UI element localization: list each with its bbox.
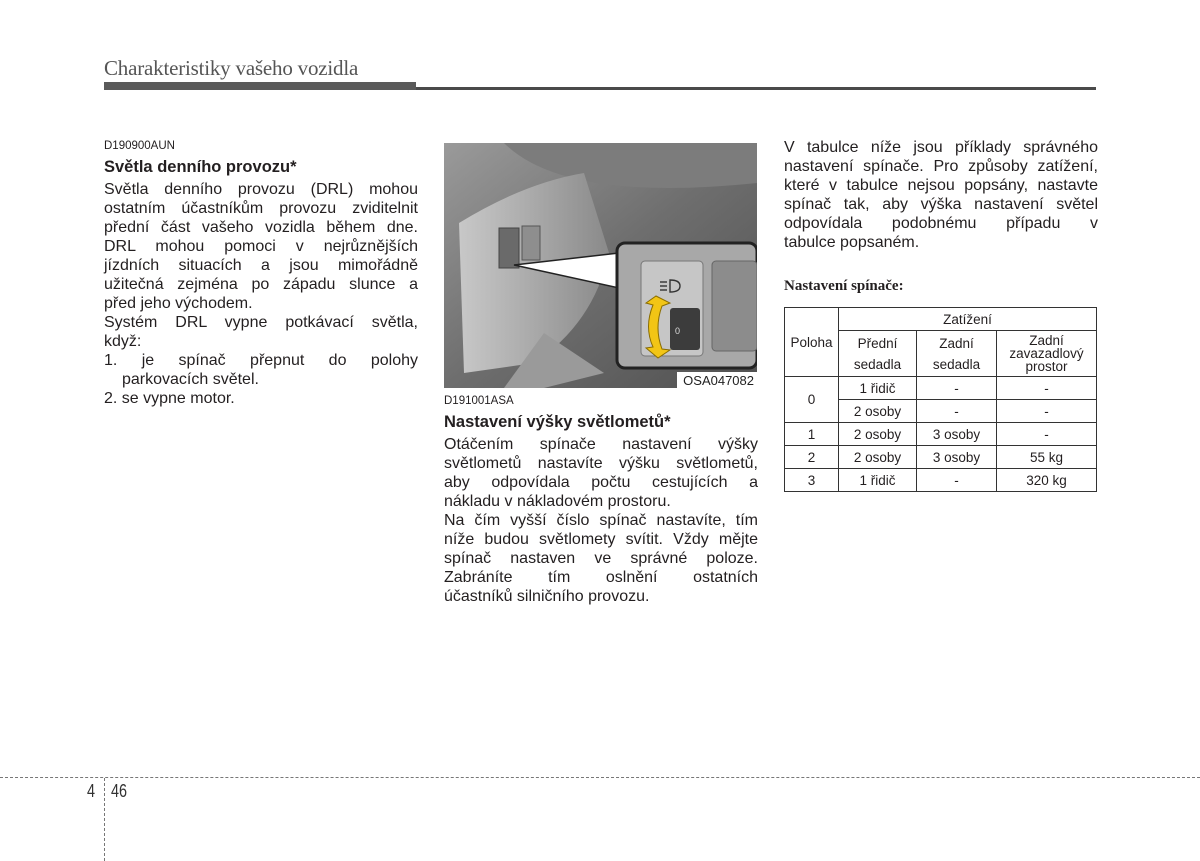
column-headlight-leveling [444, 394, 758, 606]
header-rule-thick [104, 82, 416, 90]
text-line: 1. je spínač přepnut do polohy [104, 352, 418, 369]
header-position: Poloha [785, 308, 839, 377]
section-code: D190900AUN [104, 140, 175, 152]
text-line: níže budou světlomety svítit. Vždy mějte [444, 531, 758, 548]
cell-trunk: 320 kg [997, 469, 1097, 492]
text-line: odpovídala podobnému případu v [784, 215, 1098, 232]
cell-position: 2 [785, 446, 839, 469]
cell-front: 1 řidič [839, 377, 917, 400]
text-line: aby odpovídala počtu cestujících a [444, 474, 758, 491]
text-line: spínač nastaven ve správné poloze. [444, 550, 758, 567]
text-line: před jeho východem. [104, 295, 253, 312]
text-line: parkovacích světel. [122, 371, 259, 388]
cell-rear: 3 osoby [917, 446, 997, 469]
cell-rear: - [917, 400, 997, 423]
column-drl [104, 139, 418, 408]
list-item [104, 351, 418, 389]
header-rear-seats [917, 331, 997, 377]
header-load: Zatížení [839, 308, 1097, 331]
header-text: Zadní [1029, 333, 1064, 348]
text-line: jízdních situacích a jsou mimořádně [104, 257, 418, 274]
header-front-seats [839, 331, 917, 377]
cell-position: 3 [785, 469, 839, 492]
list-item [104, 389, 418, 408]
cell-front: 2 osoby [839, 400, 917, 423]
headlight-leveling-switch-figure [444, 143, 757, 388]
text-line: 2. se vypne motor. [104, 390, 235, 407]
paragraph [444, 511, 758, 606]
text-line: když: [104, 333, 142, 350]
header-text: sedadla [853, 356, 902, 372]
text-line: které v tabulce nejsou popsány, nastavte [784, 177, 1098, 194]
text-line: Otáčením spínače nastavení výšky [444, 436, 758, 453]
footer-rule [0, 777, 1200, 778]
text-line: účastníků silničního provozu. [444, 588, 650, 605]
cell-position: 1 [785, 423, 839, 446]
section-code: D191001ASA [444, 395, 514, 407]
cell-rear: - [917, 377, 997, 400]
section-heading: Světla denního provozu* [104, 158, 297, 176]
table-row [785, 469, 1097, 492]
table-row [785, 377, 1097, 400]
text-line: Zabráníte tím oslnění ostatních [444, 569, 758, 586]
header-text: prostor [1025, 359, 1068, 374]
text-line: nastavení spínače. Pro způsoby zatížení, [784, 158, 1098, 175]
header-trunk [997, 331, 1097, 377]
cell-front: 2 osoby [839, 423, 917, 446]
paragraph [784, 138, 1098, 252]
header-text: Zadní [939, 335, 974, 351]
text-line: tabulce popsaném. [784, 234, 920, 251]
table-row [785, 423, 1097, 446]
text-line: DRL mohou pomoci v nejrůznějších [104, 238, 418, 255]
cell-front: 1 řidič [839, 469, 917, 492]
cell-trunk: - [997, 400, 1097, 423]
text-line: Systém DRL vypne potkávací světla, [104, 314, 418, 331]
text-line: ostatním účastníkům provozu zviditelnit [104, 200, 418, 217]
header-rule-thin [416, 87, 1096, 90]
text-line: Světla denního provozu (DRL) mohou [104, 181, 418, 198]
chapter-number: 4 [87, 781, 96, 801]
page-number: 46 [111, 781, 128, 801]
paragraph [104, 180, 418, 313]
header-text: Přední [857, 335, 898, 351]
cell-position: 0 [785, 377, 839, 423]
table-header-row [785, 308, 1097, 331]
section-heading: Nastavení výšky světlometů* [444, 413, 671, 431]
figure-code: OSA047082 [677, 372, 757, 388]
text-line: nákladu v nákladovém prostoru. [444, 493, 671, 510]
dashboard-illustration [444, 143, 757, 388]
text-line: přední část vašeho vozidla během dne. [104, 219, 418, 236]
text-line: spínač tak, aby výška nastavení světel [784, 196, 1098, 213]
header-text: zavazadlový [1009, 346, 1084, 361]
cell-trunk: - [997, 377, 1097, 400]
text-line: V tabulce níže jsou příklady správného [784, 139, 1098, 156]
paragraph [444, 435, 758, 511]
text-line: užitečná zejména po západu slunce a [104, 276, 418, 293]
cell-rear: 3 osoby [917, 423, 997, 446]
cell-trunk: - [997, 423, 1097, 446]
table-row [785, 446, 1097, 469]
switch-settings-table [784, 307, 1097, 492]
svg-text:0: 0 [675, 326, 681, 336]
table-heading: Nastavení spínače: [784, 278, 904, 294]
text-line: Na čím vyšší číslo spínač nastavíte, tím [444, 512, 758, 529]
cell-trunk: 55 kg [997, 446, 1097, 469]
column-switch-settings [784, 138, 1098, 252]
page-header-title: Charakteristiky vašeho vozidla [104, 56, 359, 80]
text-line: světlometů nastavíte výšku světlometů, [444, 455, 758, 472]
cell-front: 2 osoby [839, 446, 917, 469]
paragraph [104, 313, 418, 351]
cell-rear: - [917, 469, 997, 492]
header-text: sedadla [932, 356, 981, 372]
footer-divider [104, 778, 105, 861]
